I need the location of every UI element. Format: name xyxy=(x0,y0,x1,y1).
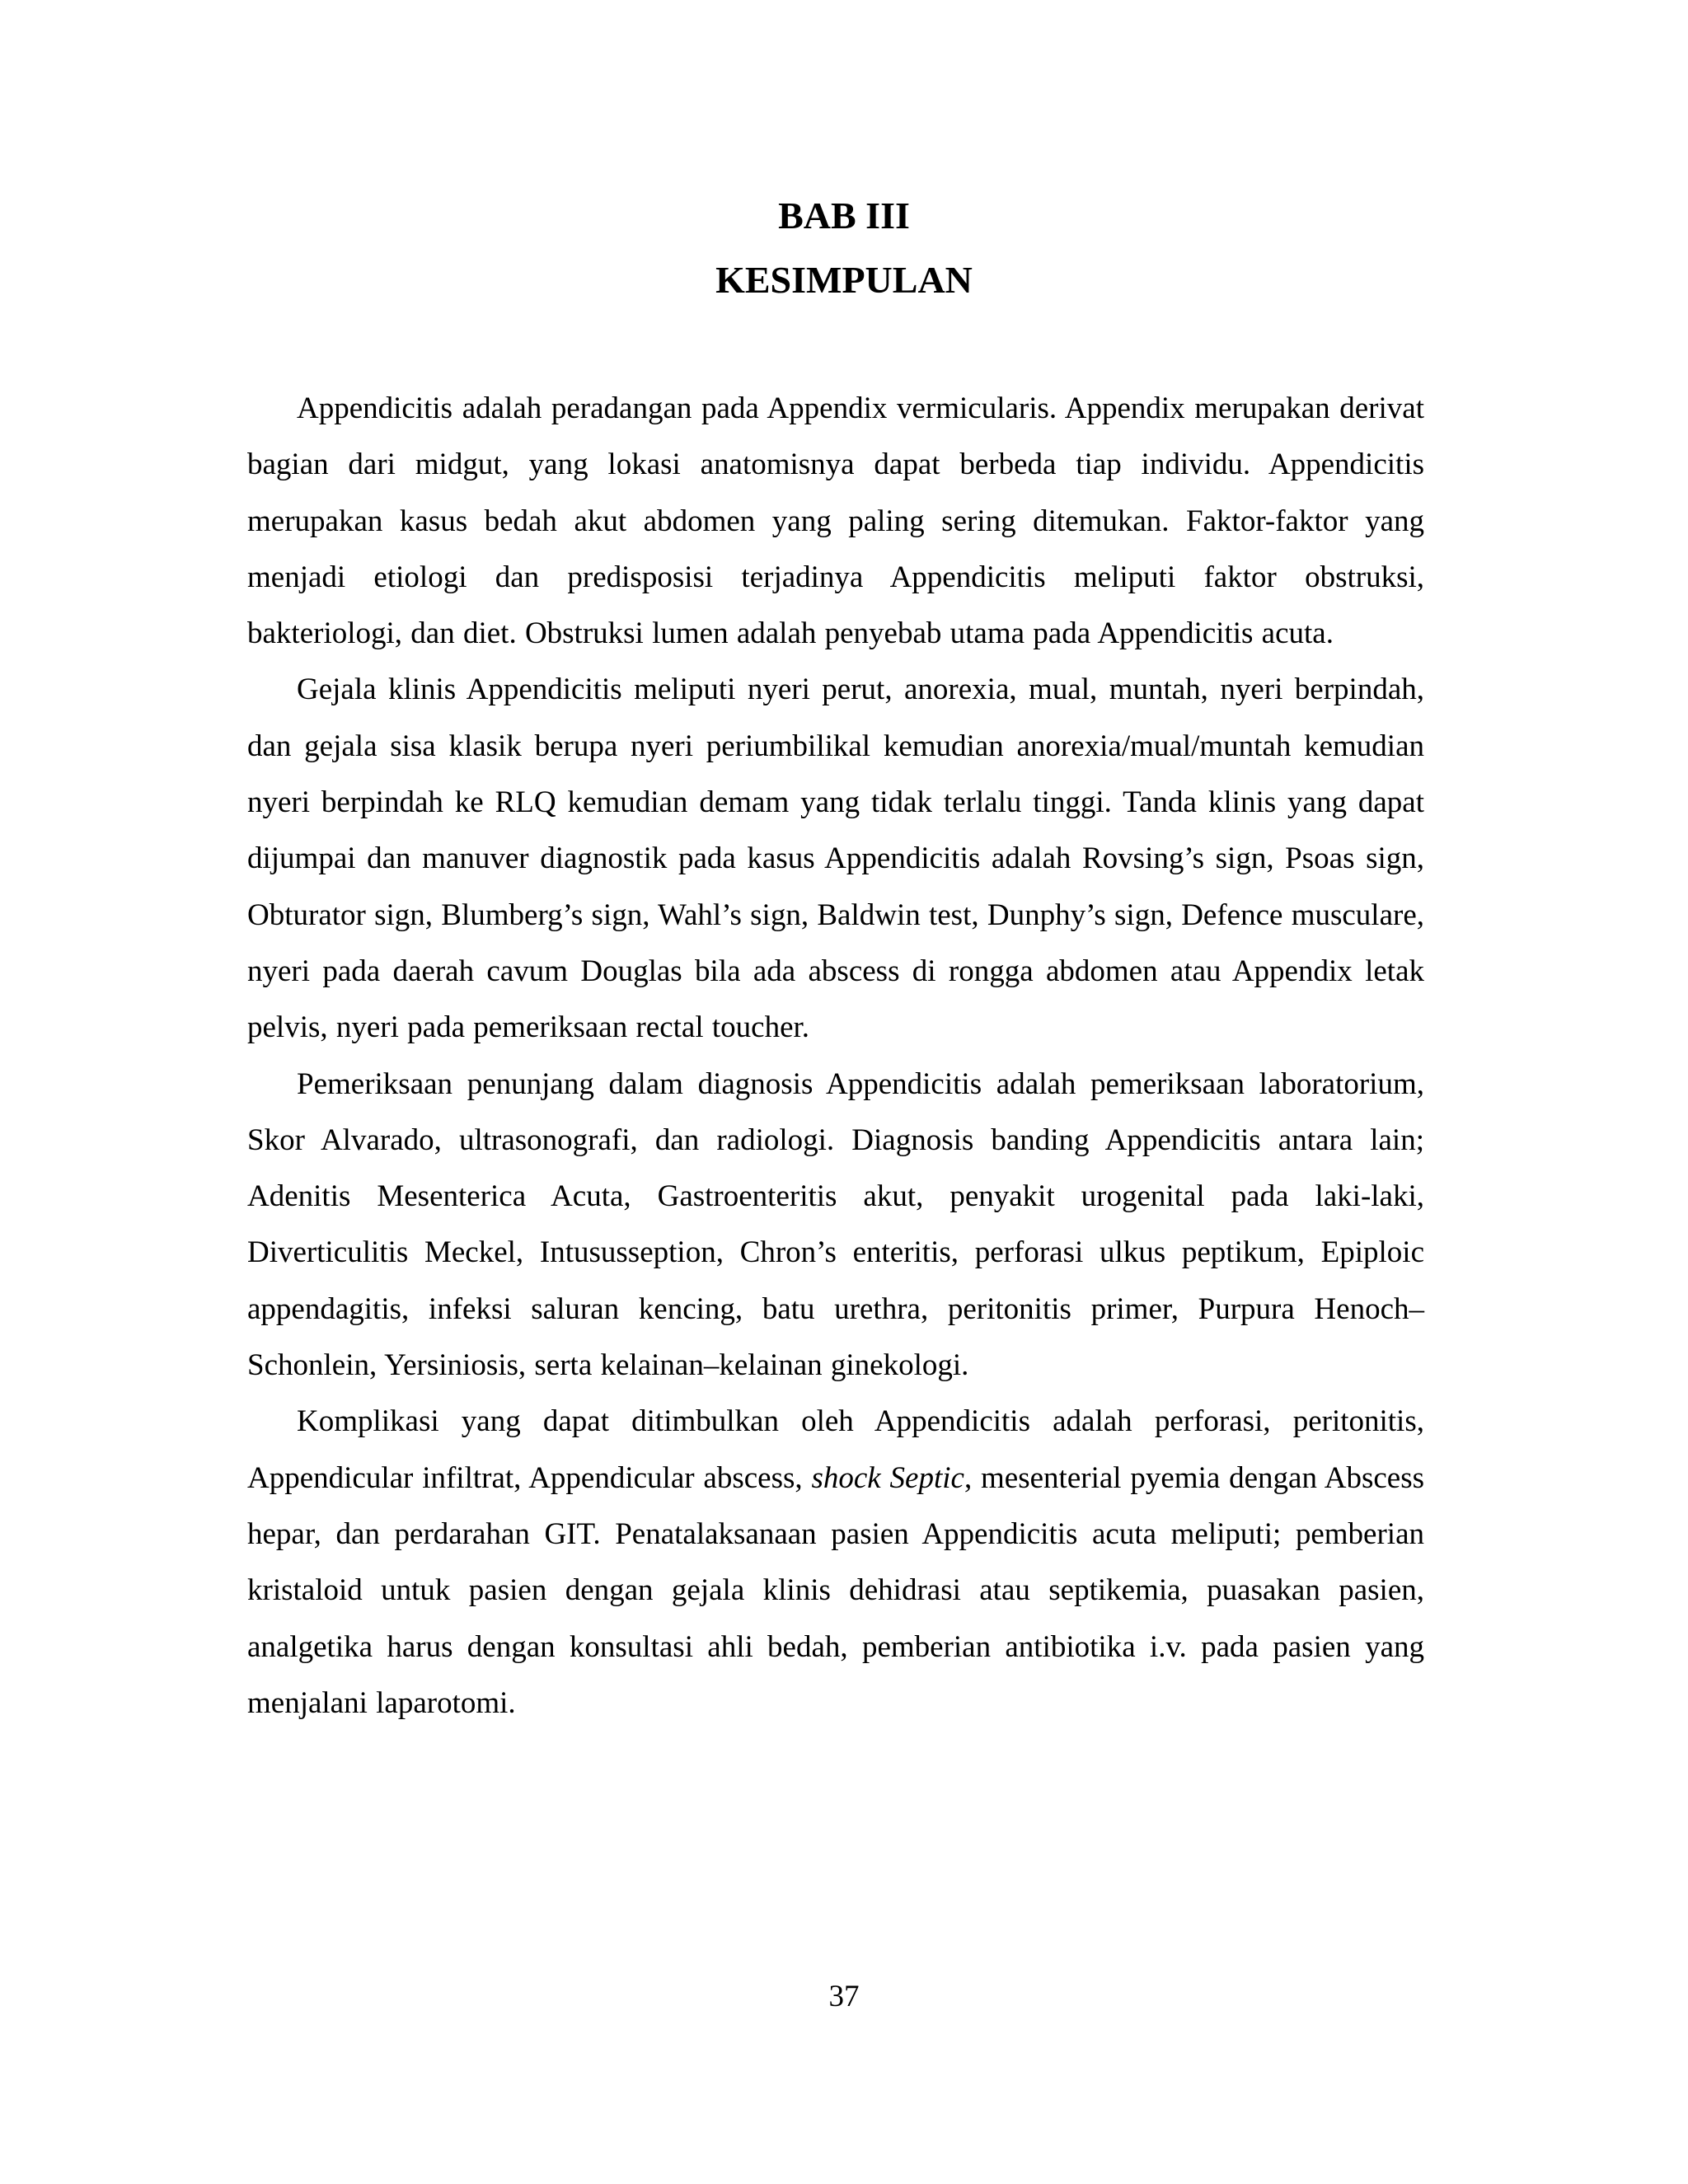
complications-italic-term: shock Septic xyxy=(811,1460,964,1495)
page-number: 37 xyxy=(828,1980,860,2013)
complications-text-end: , mesenterial pyemia dengan Abscess hepar, dan perdarahan GIT. Penatalaksanaan pasien Appendicitis acuta meliputi; pemberian kristaloid untuk pasien dengan gejala klinis dehidrasi atau septikemia, puasakan pasien, analgetika harus dengan konsultasi ahli bedah, pemberian antibiotika i.v. pada pasien yang menjalani laparotomi. xyxy=(247,1460,1425,1720)
complications-text-start: Komplikasi yang dapat ditimbulkan oleh Appendicitis adalah perforasi, peritonitis, Appendicular infiltrat, Appendicular abscess, xyxy=(247,1404,1424,1495)
chapter-heading: BAB III xyxy=(778,194,910,237)
body-text xyxy=(247,381,1424,1732)
paragraph-complications xyxy=(247,1394,1424,1732)
paragraph-diagnosis: Pemeriksaan penunjang dalam diagnosis Appendicitis adalah pemeriksaan laboratorium, Skor Alvarado, ultrasonografi, dan radiologi. Diagnosis banding Appendicitis antara lain; Adenitis Mesenterica Acuta, Gastroenteritis akut, penyakit urogenital pada laki-laki, Diverticulitis Meckel, Intususseption, Chron’s enteritis, perforasi ulkus peptikum, Epiploic appendagitis, infeksi saluran kencing, batu urethra, peritonitis primer, Purpura Henoch–Schonlein, Yersiniosis, serta kelainan–kelainan ginekologi. xyxy=(247,1066,1424,1383)
paragraph-symptoms: Gejala klinis Appendicitis meliputi nyeri perut, anorexia, mual, muntah, nyeri berpindah, dan gejala sisa klasik berupa nyeri periumbilikal kemudian anorexia/mual/muntah kemudian nyeri berpindah ke RLQ kemudian demam yang tidak terlalu tinggi. Tanda klinis yang dapat dijumpai dan manuver diagnostik pada kasus Appendicitis adalah Rovsing’s sign, Psoas sign, Obturator sign, Blumberg’s sign, Wahl’s sign, Baldwin test, Dunphy’s sign, Defence musculare, nyeri pada daerah cavum Douglas bila ada abscess di rongga abdomen atau Appendix letak pelvis, nyeri pada pemeriksaan rectal toucher. xyxy=(247,673,1424,1045)
paragraph-definition: Appendicitis adalah peradangan pada Appendix vermicularis. Appendix merupakan derivat bagian dari midgut, yang lokasi anatomisnya dapat berbeda tiap individu. Appendicitis merupakan kasus bedah akut abdomen yang paling sering ditemukan. Faktor-faktor yang menjadi etiologi dan predisposisi terjadinya Appendicitis meliputi faktor obstruksi, bakteriologi, dan diet. Obstruksi lumen adalah penyebab utama pada Appendicitis acuta. xyxy=(247,391,1424,651)
chapter-title: KESIMPULAN xyxy=(715,259,973,301)
